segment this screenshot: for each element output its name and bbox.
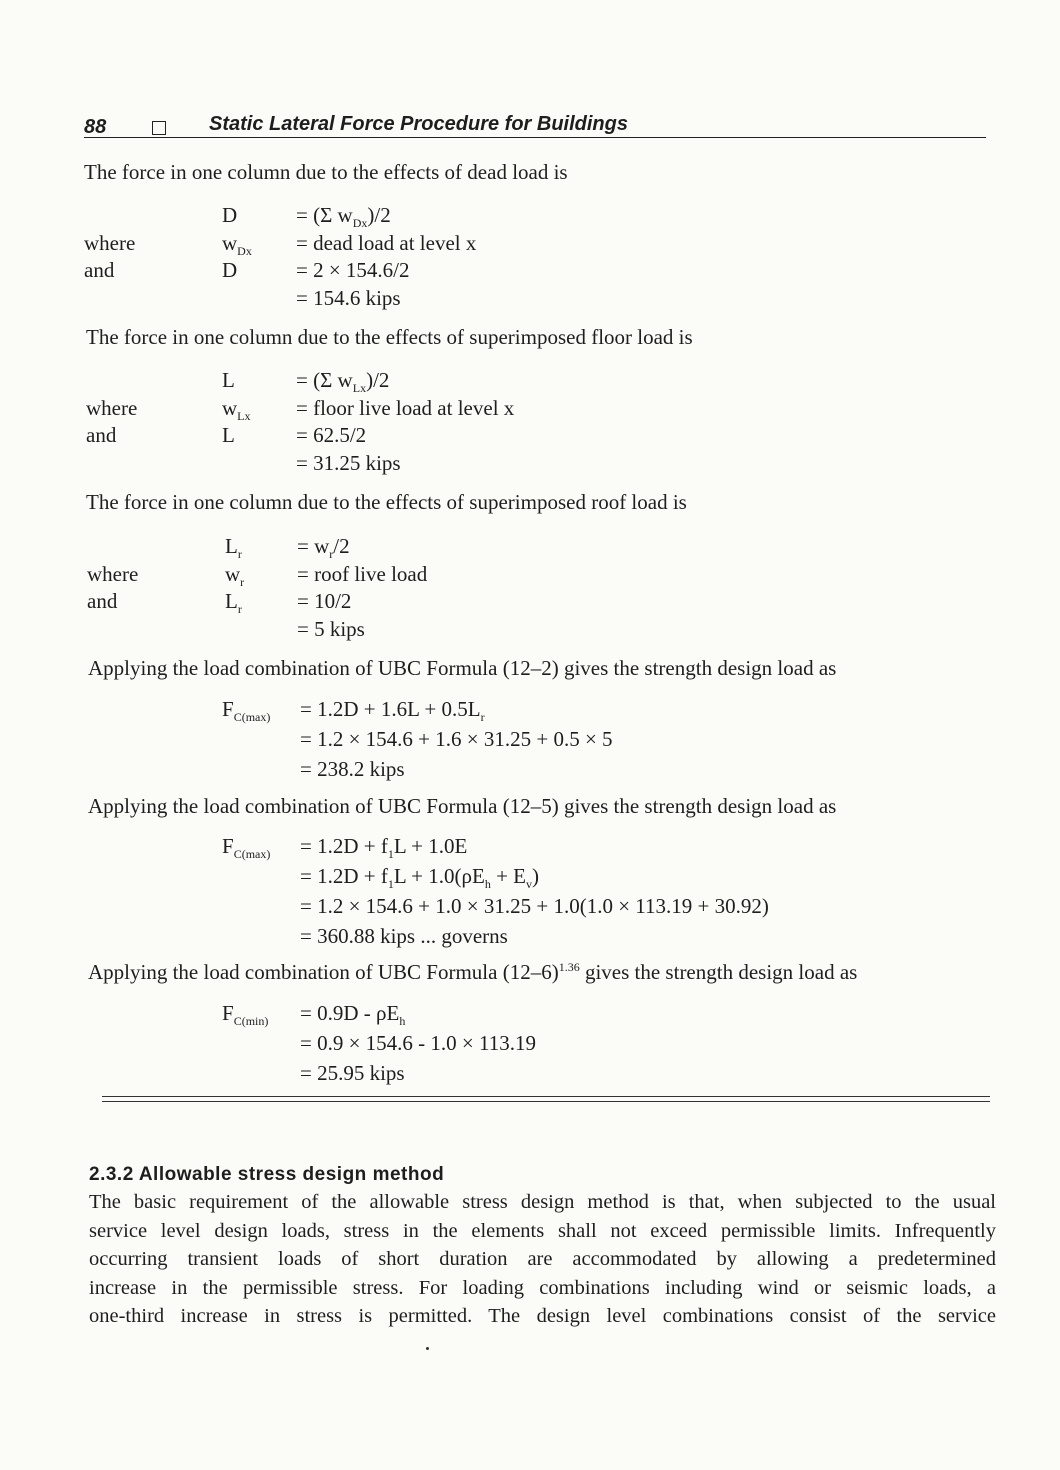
header-rule: [84, 137, 986, 138]
definition-expression: = dead load at level x: [296, 230, 477, 255]
combo-12-6-intro: Applying the load combination of UBC Formula $(12-6)^{1.36}$ gives the strength design load as: [88, 960, 858, 984]
combo-symbol: $F_{C(min)}$: [222, 1001, 269, 1029]
definition-expression: = 31.25 kips: [296, 450, 401, 475]
definition-label: and: [84, 258, 115, 282]
stray-mark: [426, 1347, 429, 1350]
definition-expression: = (Σ $w_{Lx})/2$: [296, 368, 390, 396]
paragraph-line: occurring transient loads of short duration are accommodated by allowing a predetermined: [89, 1248, 996, 1270]
square-bullet-icon: [152, 121, 166, 135]
example-end-rule: [102, 1096, 990, 1102]
definition-symbol: $w_{Dx}$: [222, 230, 252, 258]
definition-symbol: D: [222, 203, 238, 227]
combo-expression-line: = 1.2 × 154.6 + 1.0 × 31.25 + 1.0(1.0 × 113.19 + 30.92): [300, 894, 769, 918]
page-number: 88: [84, 116, 107, 138]
definition-expression: = 5 kips: [297, 616, 365, 641]
combo-expression-line: = 238.2 kips: [300, 757, 405, 781]
combo-expression-line: = $1.2D + f_1L + 1.0(\rho E_h + E_v)$: [300, 864, 539, 892]
definition-label: where: [84, 230, 136, 255]
definition-expression: = (Σ $w_{Dx})/2$: [296, 203, 391, 231]
paragraph-line: service level design loads, stress in the elements shall not exceed permissible limits. Infrequently: [89, 1219, 996, 1242]
definition-expression: = $w_r/2$: [297, 534, 350, 562]
combo-expression-line: = 25.95 kips: [300, 1061, 405, 1085]
definition-label: and: [87, 589, 118, 613]
definition-symbol: $w_r$: [225, 561, 245, 589]
dead-load-intro: The force in one column due to the effects of dead load is: [84, 160, 568, 184]
paragraph-line: increase in the permissible stress. For loading combinations including wind or seismic loads, a: [89, 1276, 996, 1299]
definition-expression: = roof live load: [297, 561, 428, 586]
combo-expression-line: = $0.9D - \rho E_h$: [300, 1001, 406, 1029]
definition-label: and: [86, 423, 117, 447]
floor-load-intro: The force in one column due to the effects of superimposed floor load is: [86, 325, 693, 349]
paragraph-line: The basic requirement of the allowable stress design method is that, when subjected to the usual: [89, 1191, 996, 1213]
section-heading: 2.3.2 Allowable stress design method: [89, 1164, 445, 1185]
definition-expression: = 154.6 kips: [296, 285, 401, 310]
combo-symbol: $F_{C(max)}$: [222, 697, 271, 725]
definition-label: where: [87, 561, 139, 586]
definition-expression: = 62.5/2: [296, 423, 367, 447]
definition-expression: = 10/2: [297, 589, 352, 613]
combo-12-2-intro: Applying the load combination of UBC Formula (12–2) gives the strength design load as: [88, 656, 837, 680]
running-title: Static Lateral Force Procedure for Buildings: [209, 113, 628, 135]
definition-symbol: $L_r$: [225, 589, 242, 617]
combo-expression-line: = 360.88 kips ... governs: [300, 924, 508, 948]
combo-12-5-intro: Applying the load combination of UBC Formula (12–5) gives the strength design load as: [88, 794, 837, 818]
combo-symbol: $F_{C(max)}$: [222, 834, 271, 862]
definition-symbol: L: [222, 423, 235, 447]
combo-expression-line: = 0.9 × 154.6 - 1.0 × 113.19: [300, 1031, 536, 1055]
definition-expression: = 2 × 154.6/2: [296, 258, 410, 282]
definition-symbol: $w_{Lx}$: [222, 395, 251, 423]
combo-expression-line: = $1.2D + 1.6L + 0.5L_r$: [300, 697, 485, 725]
definition-symbol: $L_r$: [225, 534, 242, 562]
combo-expression-line: = $1.2D + f_1L + 1.0E$: [300, 834, 468, 862]
definition-label: where: [86, 395, 138, 420]
paragraph-line: one-third increase in stress is permitted. The design level combinations consist of the service: [89, 1305, 996, 1327]
combo-expression-line: = 1.2 × 154.6 + 1.6 × 31.25 + 0.5 × 5: [300, 727, 613, 751]
definition-expression: = floor live load at level x: [296, 395, 515, 420]
section-paragraph: [89, 1188, 996, 1331]
roof-load-intro: The force in one column due to the effects of superimposed roof load is: [86, 490, 687, 514]
definition-symbol: L: [222, 368, 235, 392]
definition-symbol: D: [222, 258, 238, 282]
